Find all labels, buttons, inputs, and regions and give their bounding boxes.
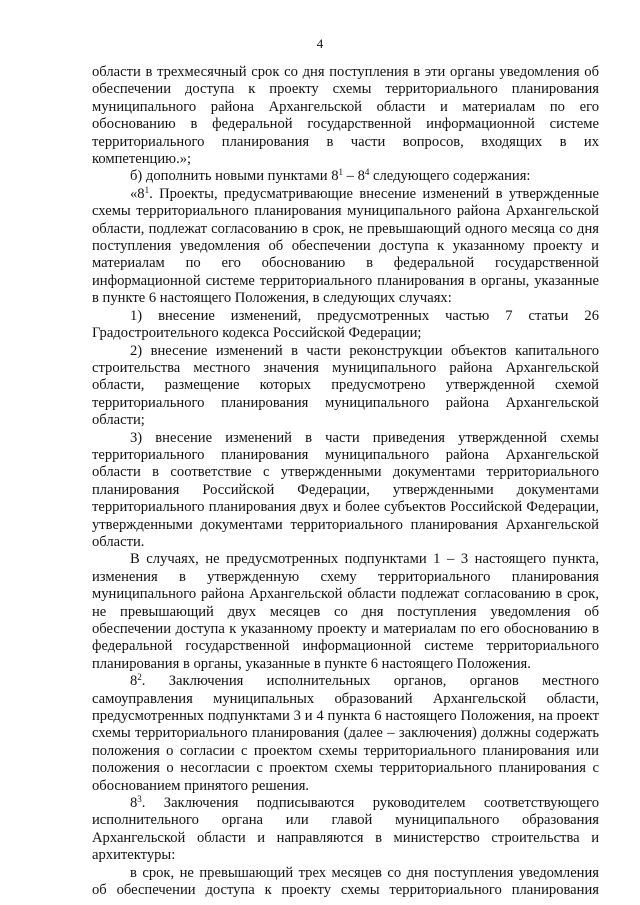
- paragraph: [92, 795, 599, 865]
- paragraph-text: 3) внесение изменений в части приведения утвержденной схемы территориального планирования муниципального района Архангельской области в соответствие с утвержденными документами территориального планирования Российской Федерации, утвержденными документами территориального планирования двух и более субъектов Российской Федерации, утвержденными документами территориального планирования Архангельской области.: [92, 429, 599, 550]
- paragraph-text: . Заключения подписываются руководителем соответствующего исполнительного органа или главой муниципального образования Архангельской области и направляются в министерство строительства и архитектуры:: [92, 795, 599, 864]
- paragraph: [92, 343, 599, 430]
- paragraph-text: 2) внесение изменений в части реконструкции объектов капитального строительства местного значения муниципального района Архангельской области, размещение которых предусмотрено утвержденной схемой территориального планирования муниципального района Архангельской области;: [92, 342, 599, 429]
- paragraph: [92, 308, 599, 343]
- paragraph-text: В случаях, не предусмотренных подпунктами 1 – 3 настоящего пункта, изменения в утвержденную схему территориального планирования муниципального района Архангельской области подлежат согласованию в срок, не превышающий двух месяцев со дня поступления уведомления об обеспечении доступа к указанному проекту и материалам по его обоснованию в федеральной государственной информационной системе территориального планирования в органы, указанные в пункте 6 настоящего Положения.: [92, 551, 599, 672]
- paragraph-text: 1) внесение изменений, предусмотренных частью 7 статьи 26 Градостроительного кодекса Российской Федерации;: [92, 307, 599, 342]
- paragraph-text: 8: [130, 795, 138, 812]
- superscript: 1: [338, 167, 343, 178]
- superscript: 3: [137, 794, 142, 805]
- paragraph-text: в срок, не превышающий трех месяцев со дня поступления уведомления об обеспечении доступа к проекту схемы территориального планирования: [92, 864, 599, 899]
- paragraph: [92, 673, 599, 795]
- paragraph-text: б) дополнить новыми пунктами 8: [130, 168, 339, 185]
- superscript: 4: [364, 167, 370, 178]
- paragraph-text: . Заключения исполнительных органов, органов местного самоуправления муниципальных образований Архангельской области, предусмотренных подпунктами 3 и 4 пункта 6 настоящего Положения, на проект схемы территориального планирования (далее – заключения) должны содержать положения о согласии с проектом схемы территориального планирования или положения о несогласии с проектом схемы территориального планирования с обоснованием принятого решения.: [92, 673, 599, 794]
- paragraph: [92, 430, 599, 552]
- paragraph: [92, 186, 599, 308]
- paragraph-text: – 8: [343, 168, 365, 185]
- paragraph: [92, 865, 599, 900]
- page-number: 4: [316, 36, 324, 51]
- document-body: [92, 64, 599, 900]
- paragraph-text: 8: [130, 673, 138, 690]
- paragraph: [92, 64, 599, 168]
- superscript: 1: [144, 184, 150, 195]
- paragraph-text: следующего содержания:: [369, 168, 531, 185]
- paragraph-text: . Проекты, предусматривающие внесение изменений в утвержденные схемы территориального планирования муниципального района Архангельской области, подлежат согласованию в срок, не превышающий одного месяца со дня поступления уведомления об обеспечении доступа к указанному проекту и материалам по его обоснованию в федеральной государственной информационной системе территориального планирования в органы, указанные в пункте 6 настоящего Положения, в следующих случаях:: [92, 185, 599, 307]
- paragraph: [92, 168, 599, 185]
- paragraph-text: области в трехмесячный срок со дня поступления в эти органы уведомления об обеспечении доступа к проекту схемы территориального планирования муниципального района Архангельской области и материалам по его обоснованию в федеральной государственной информационной системе территориального планирования в части вопросов, входящих в их компетенцию.»;: [92, 64, 599, 168]
- paragraph: [92, 551, 599, 673]
- superscript: 2: [137, 672, 142, 683]
- paragraph-text: «8: [130, 185, 145, 202]
